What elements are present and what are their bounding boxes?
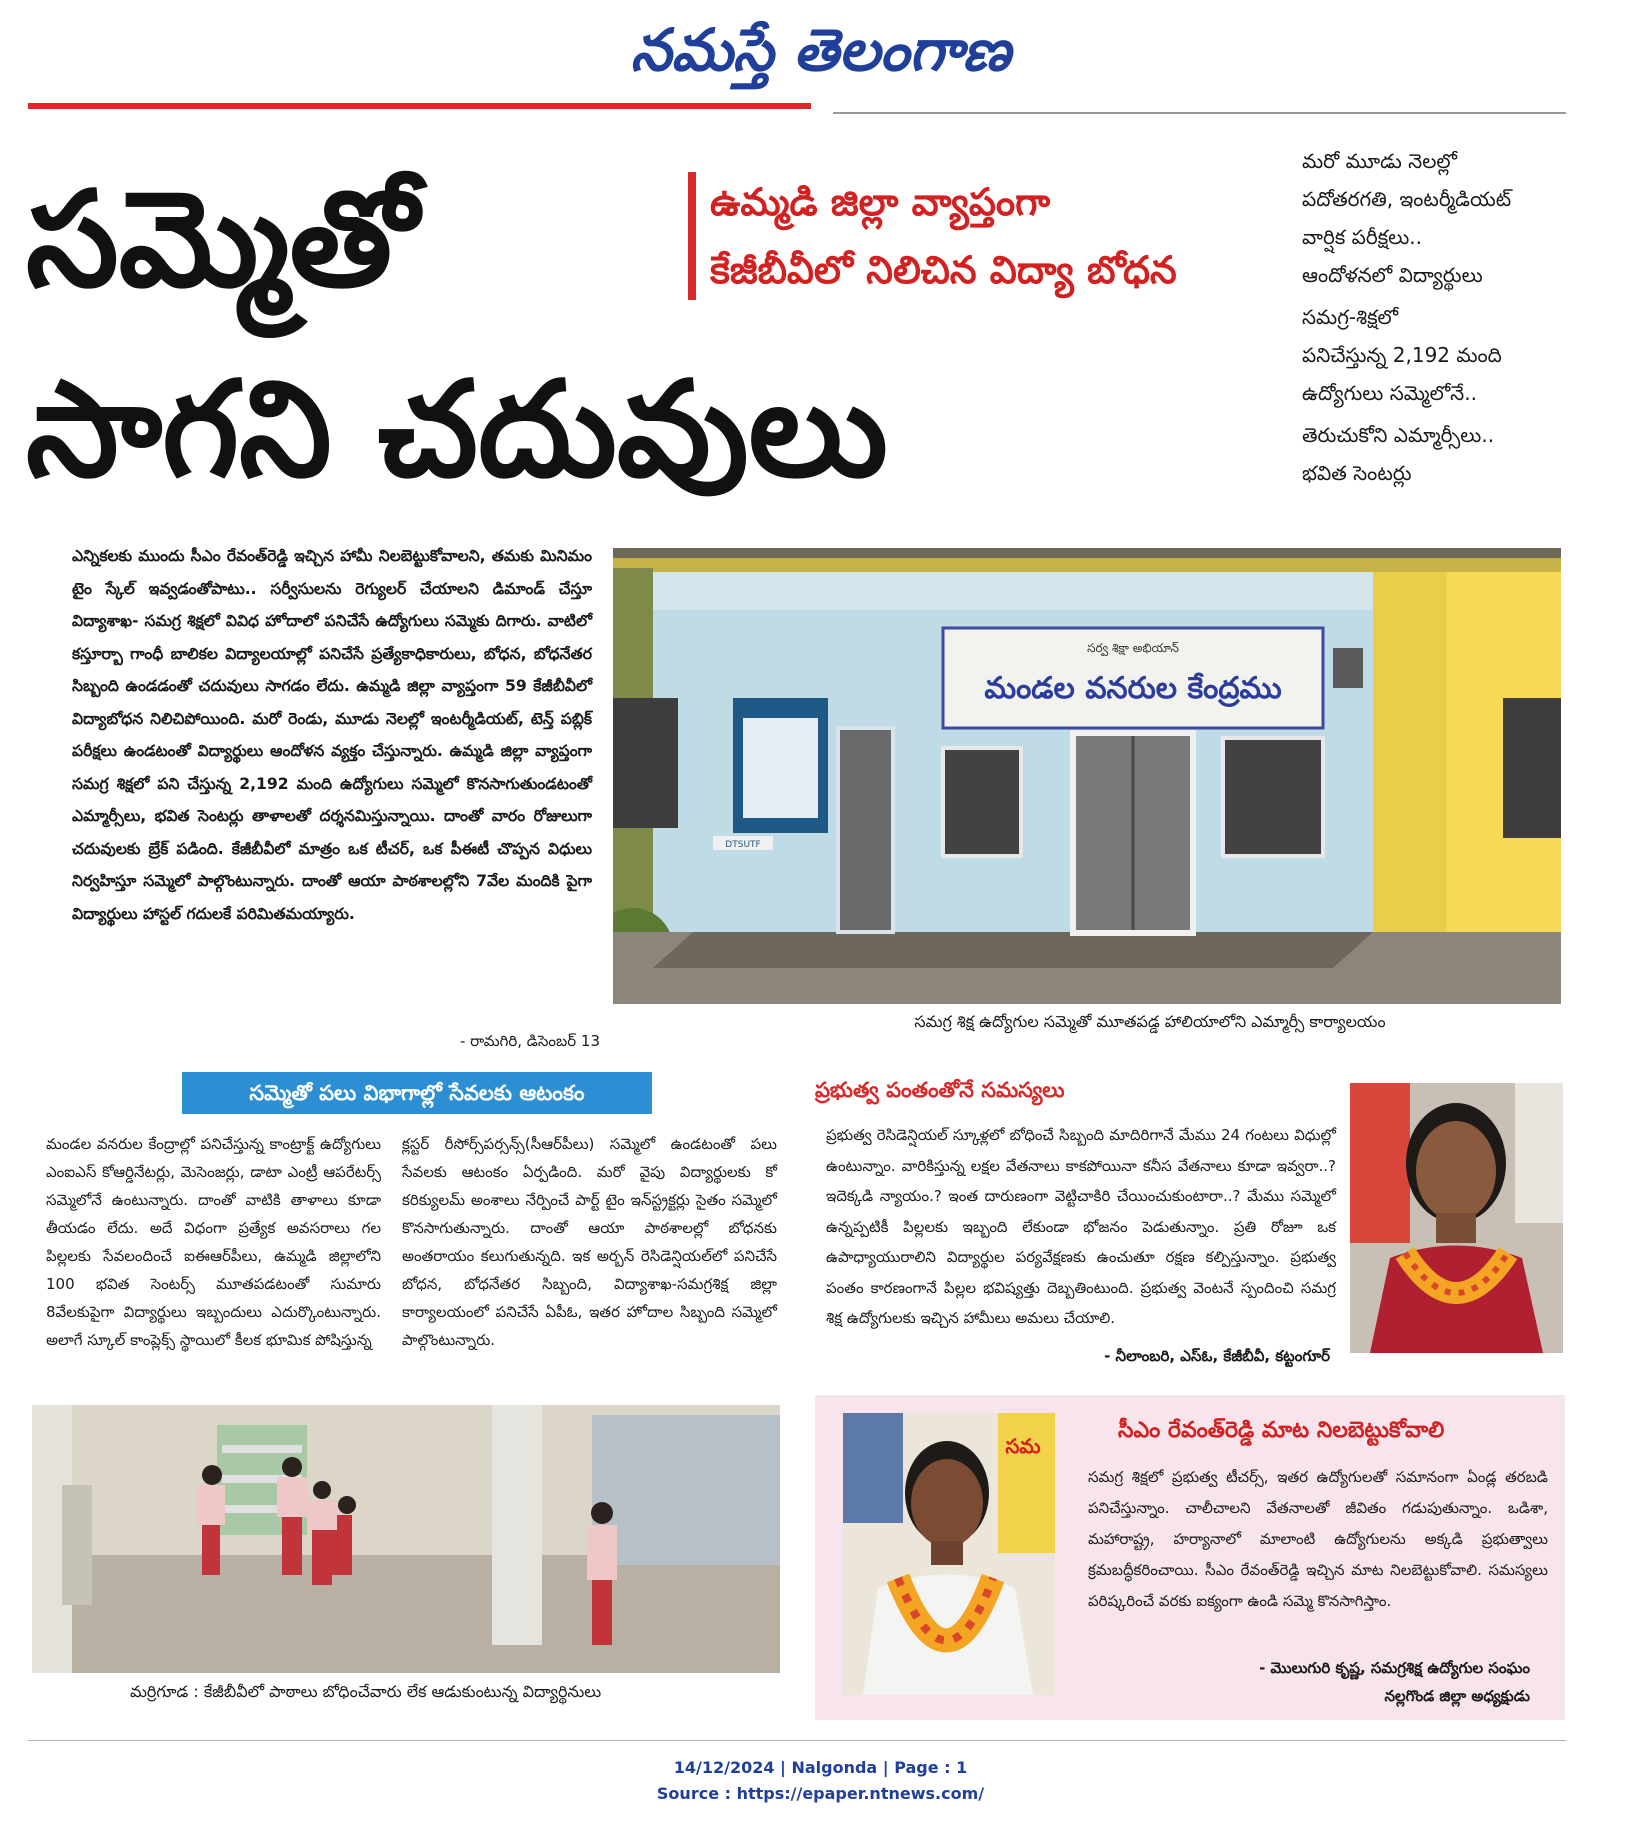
photo-mrc-office — [613, 548, 1561, 1004]
section-column-middle: క్లస్టర్ రీసోర్స్‌పర్సన్స్(సీఆర్‌పీలు) సమ్మెలో ఉండటంతో పలు సేవలకు ఆటంకం ఏర్పడింది. మరో వైపు విద్యార్థులకు కో కరిక్యులమ్ అంశాలు నేర్పించే పార్ట్ టైం ఇన్‌స్ట్రక్టర్లు సైతం సమ్మెలో కొనసాగుతున్నారు. దాంతో ఆయా పాఠశాలల్లో బోధనకు అంతరాయం కలుగుతున్నది. ఇక అర్బన్ రెసిడెన్షియల్‌లో పనిచేసే బోధన, బోధనేతర సిబ్బంది, విద్యాశాఖ-సమగ్రశిక్ష జిల్లా కార్యాలయంలో పనిచేసే ఏపీఓ, ఇతర హోదాల సిబ్బంది సమ్మెలో పాల్గొంటున్నారు. — [402, 1135, 777, 1349]
side-note-line: పనిచేస్తున్న 2,192 మంది — [1302, 343, 1502, 367]
pink-credit-line-2: నల్లగొండ జిల్లా అధ్యక్షుడు — [1384, 1687, 1530, 1705]
side-note-line: పదోతరగతి, ఇంటర్మీడియట్ — [1302, 187, 1512, 211]
headline-line-2: సాగని చదువులు — [26, 353, 888, 507]
photo-neelambari — [1350, 1083, 1563, 1353]
footer-edition-info: 14/12/2024 | Nalgonda | Page : 1 — [673, 1758, 968, 1777]
masthead-gray-rule — [833, 112, 1566, 114]
photo-students-playing — [32, 1405, 780, 1673]
masthead-red-rule — [28, 103, 811, 109]
main-article-dateline: - రామగిరి, డిసెంబర్ 13 — [459, 1032, 600, 1050]
subhead-line-2: కేజీబీవీలో నిలిచిన విద్యా బోధన — [710, 248, 1177, 292]
pink-box-credit — [1060, 1654, 1530, 1710]
pink-credit-line-1: - మొలుగురి కృష్ణ, సమగ్రశిక్ష ఉద్యోగుల సంఘం — [1259, 1659, 1530, 1677]
footer-rule — [28, 1740, 1566, 1741]
govt-box-title: ప్రభుత్వ పంతంతోనే సమస్యలు — [815, 1078, 1065, 1102]
side-note-line: సమగ్ర-శిక్షలో — [1302, 305, 1399, 329]
photo-moluguri-krishna — [843, 1413, 1055, 1695]
govt-box-text: ప్రభుత్వ రెసిడెన్షియల్ స్కూళ్లలో బోధించే సిబ్బంది మాదిరిగానే మేము 24 గంటలు విధుల్లో ఉంటున్నాం. వారికిస్తున్న లక్షల వేతనాలు కాకపోయినా కనీస వేతనాలు కూడా ఇవ్వరా..? ఇదెక్కడి న్యాయం.? ఇంత దారుణంగా వెట్టిచాకిరి చేయించుకుంటారా..? మేము సమ్మెలో ఉన్నప్పటికీ పిల్లలకు ఇబ్బంది లేకుండా భోజనం పెడుతున్నాం. ప్రతి రోజూ ఒక ఉపాధ్యాయురాలిని విద్యార్థుల పర్యవేక్షణకు ఉంచుతూ రక్షణ కల్పిస్తున్నాం. ప్రభుత్వ పంతం కారణంగానే పిల్లల భవిష్యత్తు దెబ్బతింటుంది. ప్రభుత్వ వెంటనే స్పందించి సమగ్ర శిక్ష ఉద్యోగులకు ఇచ్చిన హామీలు అమలు చేయాలి. — [826, 1126, 1336, 1327]
photo-students-caption: మర్రిగూడ : కేజీబీవీలో పాఠాలు బోధించేవారు లేక ఆడుకుంటున్న విద్యార్థినులు — [130, 1682, 602, 1701]
pink-box-title: సీఎం రేవంత్‌రెడ్డి మాట నిలబెట్టుకోవాలి — [1118, 1418, 1445, 1443]
govt-box-credit: - నీలాంబరి, ఎస్ఓ, కేజీబీవీ, కట్టంగూర్ — [1104, 1347, 1330, 1365]
section-title-box: సమ్మెతో పలు విభాగాల్లో సేవలకు ఆటంకం — [182, 1072, 652, 1114]
subhead — [710, 168, 1310, 308]
side-note-line: తెరుచుకోని ఎమ్మార్సీలు.. — [1302, 423, 1495, 447]
section-column-left: మండల వనరుల కేంద్రాల్లో పనిచేస్తున్న కాంట్రాక్ట్ ఉద్యోగులు ఎంఐఎస్ కోఆర్డినేటర్లు, మెసెంజర్లు, డాటా ఎంట్రీ ఆపరేటర్స్ సమ్మెలోనే ఉంటున్నారు. దాంతో వాటికి తాళాలు కూడా తీయడం లేదు. అదే విధంగా ప్రత్యేక అవసరాలు గల పిల్లలకు సేవలందించే ఐఈఆర్‌పీలు, ఉమ్మడి జిల్లాలోని 100 భవిత సెంటర్స్ మూతపడటంతో సుమారు 8వేలకుపైగా విద్యార్థులు ఇబ్బందులు ఎదుర్కొంటున్నారు. అలాగే స్కూల్ కాంప్లెక్స్ స్థాయిలో కీలక భూమిక పోషిస్తున్న — [46, 1135, 381, 1349]
side-note-line: ఆందోళనలో విద్యార్థులు — [1302, 263, 1483, 287]
side-note-line: ఉద్యోగులు సమ్మెలోనే.. — [1302, 381, 1477, 405]
notice-label: DTSUTF — [725, 840, 761, 850]
subhead-line-1: ఉమ్మడి జిల్లా వ్యాప్తంగా — [710, 180, 1051, 224]
masthead-title: నమస్తే తెలంగాణ — [630, 16, 1011, 84]
side-notes — [1302, 142, 1602, 522]
side-note-line: మరో మూడు నెలల్లో — [1302, 149, 1457, 173]
photo-mrc-office-caption: సమగ్ర శిక్ష ఉద్యోగుల సమ్మెతో మూతపడ్డ హాలియాలోని ఎమ్మార్సీ కార్యాలయం — [914, 1012, 1386, 1031]
side-note-line: వార్షిక పరీక్షలు.. — [1302, 225, 1422, 249]
footer-source-link[interactable]: Source : https://epaper.ntnews.com/ — [656, 1784, 985, 1803]
pink-box-text: సమగ్ర శిక్షలో ప్రభుత్వ టీచర్స్, ఇతర ఉద్యోగులతో సమానంగా ఏండ్ల తరబడి పనిచేస్తున్నాం. చాలీచాలని వేతనాలతో జీవితం గడుపుతున్నాం. ఒడిశా, మహారాష్ట్ర, హర్యానాలో మాలాంటి ఉద్యోగులను అక్కడి ప్రభుత్వాలు క్రమబద్ధీకరించాయి. సీఎం రేవంత్‌రెడ్డి ఇచ్చిన మాట నిలబెట్టుకోవాలి. సమస్యలు పరిష్కరించే వరకు ఐక్యంగా ఉండి సమ్మె కొనసాగిస్తాం. — [1088, 1468, 1548, 1610]
board-top-text: సర్వ శిక్షా అభియాన్ — [1087, 641, 1179, 655]
headline-line-1: సమ్మెతో — [26, 163, 419, 317]
side-note-line: భవిత సెంటర్లు — [1302, 461, 1412, 485]
board-main-text: మండల వనరుల కేంద్రము — [984, 671, 1282, 706]
photo-banner-text: సమ — [1005, 1434, 1041, 1458]
subhead-red-bar — [688, 172, 696, 300]
main-article-text: ఎన్నికలకు ముందు సీఎం రేవంత్‌రెడ్డి ఇచ్చిన హామీ నిలబెట్టుకోవాలని, తమకు మినిమం టైం స్కేల్ ఇవ్వడంతోపాటు.. సర్వీసులను రెగ్యులర్ చేయాలని డిమాండ్ చేస్తూ విద్యాశాఖ- సమగ్ర శిక్షలో వివిధ హోదాలో పనిచేసే ఉద్యోగులు సమ్మెకు దిగారు. వాటిలో కస్తూర్బా గాంధీ బాలికల విద్యాలయాల్లో పనిచేసే ప్రత్యేకాధికారులు, బోధన, బోధనేతర సిబ్బంది ఉండడంతో చదువులు సాగడం లేదు. ఉమ్మడి జిల్లా వ్యాప్తంగా 59 కేజీబీవీలో విద్యాబోధన నిలిచిపోయింది. మరో రెండు, మూడు నెలల్లో ఇంటర్మీడియట్, టెన్త్ పబ్లిక్ పరీక్షలు ఉండటంతో విద్యార్థులు ఆందోళన వ్యక్తం చేస్తున్నారు. ఉమ్మడి జిల్లా వ్యాప్తంగా సమగ్ర శిక్షలో పని చేస్తున్న 2,192 మంది ఉద్యోగులు సమ్మెలో కొనసాగుతుండటంతో ఎమ్మార్సీలు, భవిత సెంటర్లు తాళాలతో దర్శనమిస్తున్నాయి. దాంతో వారం రోజులుగా చదువులకు బ్రేక్ పడింది. కేజీబీవీలో మాత్రం ఒక టీచర్, ఒక పీఈటీ చొప్పన విధులు నిర్వహిస్తూ సమ్మెలో పాల్గొంటున్నారు. దాంతో ఆయా పాఠశాలల్లోని 7వేల మందికి పైగా విద్యార్థులు హాస్టల్ గదులకే పరిమితమయ్యారు. — [72, 547, 592, 923]
